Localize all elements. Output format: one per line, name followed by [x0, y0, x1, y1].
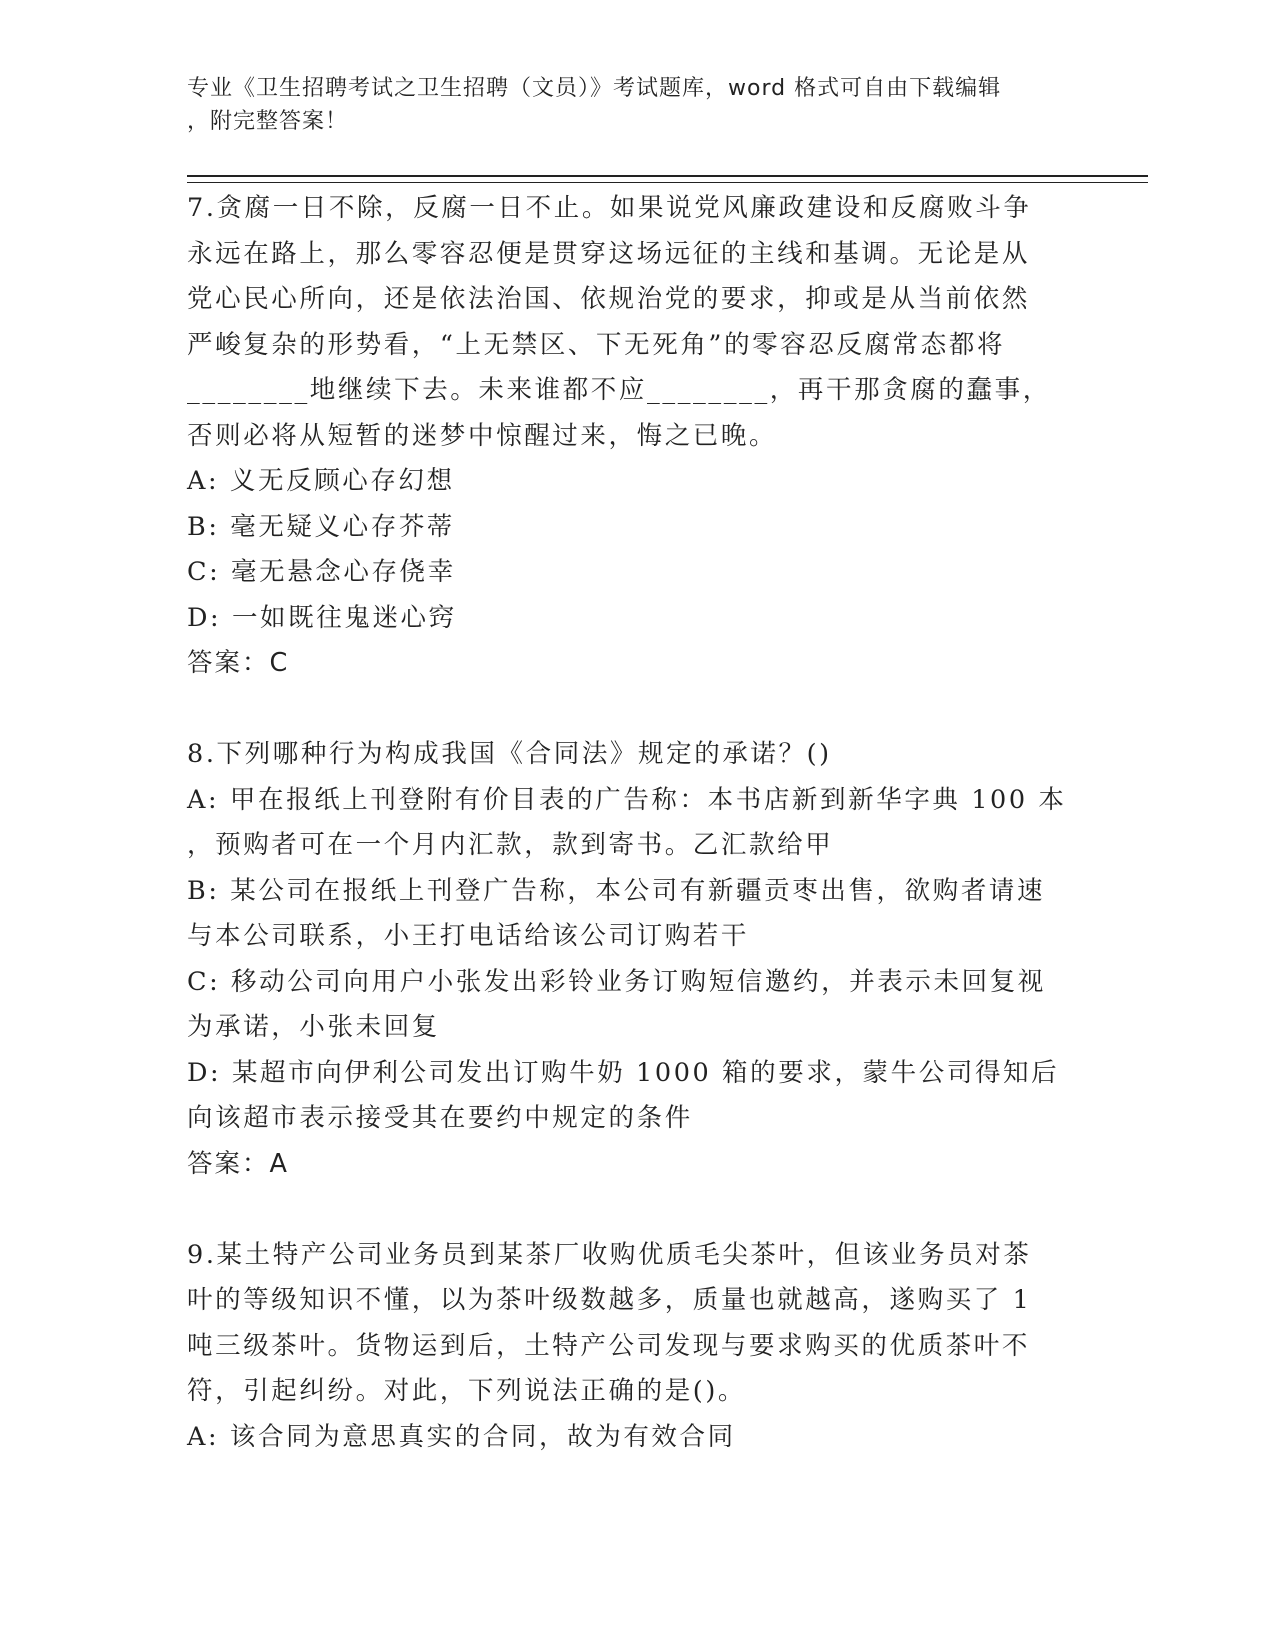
- question-text-line: 永远在路上，那么零容忍便是贯穿这场远征的主线和基调。无论是从: [187, 238, 1031, 269]
- option-b: B: 某公司在报纸上刊登广告称，本公司有新疆贡枣出售，欲购者请速: [187, 875, 1046, 906]
- document-header: [187, 72, 1067, 138]
- option-a: A: 义无反顾心存幻想: [187, 466, 455, 496]
- question-text-line: 党心民心所向，还是依法治国、依规治党的要求，抑或是从当前依然: [187, 284, 1031, 314]
- question-text-line: 严峻复杂的形势看，“上无禁区、下无死角”的零容忍反腐常态都将: [187, 329, 1006, 360]
- question-7: [187, 186, 1087, 687]
- option-a: A: 甲在报纸上刊登附有价目表的广告称：本书店新到新华字典 100 本: [187, 784, 1067, 815]
- option-a-continued: ，预购者可在一个月内汇款，款到寄书。乙汇款给甲: [187, 830, 834, 860]
- answer-line: 答案：A: [187, 1148, 289, 1179]
- question-text-line: ________地继续下去。未来谁都不应________，再干那贪腐的蠢事，: [187, 375, 1051, 405]
- question-8: [187, 732, 1087, 1187]
- option-d: D: 某超市向伊利公司发出订购牛奶 1000 箱的要求，蒙牛公司得知后: [187, 1057, 1060, 1088]
- question-spacer: [187, 1187, 1087, 1233]
- answer-line: 答案：C: [187, 648, 290, 678]
- question-text-line: 吨三级茶叶。货物运到后，土特产公司发现与要求购买的优质茶叶不: [187, 1330, 1031, 1361]
- option-b-continued: 与本公司联系，小王打电话给该公司订购若干: [187, 921, 750, 951]
- option-c: C: 毫无悬念心存侥幸: [187, 557, 456, 587]
- option-c: C: 移动公司向用户小张发出彩铃业务订购短信邀约，并表示未回复视: [187, 966, 1046, 997]
- question-text-line: 7.贪腐一日不除，反腐一日不止。如果说党风廉政建设和反腐败斗争: [187, 193, 1032, 223]
- question-text-line: 8.下列哪种行为构成我国《合同法》规定的承诺？(): [187, 739, 832, 769]
- question-text-line: 9.某土特产公司业务员到某茶厂收购优质毛尖茶叶，但该业务员对茶: [187, 1239, 1032, 1270]
- option-c-continued: 为承诺，小张未回复: [187, 1012, 440, 1042]
- question-9: [187, 1233, 1087, 1461]
- option-b: B: 毫无疑义心存芥蒂: [187, 511, 456, 542]
- option-a: A: 该合同为意思真实的合同，故为有效合同: [187, 1421, 736, 1452]
- header-divider-thick: [187, 175, 1148, 177]
- question-text-line: 符，引起纠纷。对此，下列说法正确的是()。: [187, 1376, 746, 1406]
- header-line-1: 专业《卫生招聘考试之卫生招聘（文员）》考试题库，word 格式可自由下载编辑: [187, 76, 1002, 101]
- question-list: [187, 186, 1087, 1460]
- option-d: D: 一如既往鬼迷心窍: [187, 602, 457, 633]
- option-d-continued: 向该超市表示接受其在要约中规定的条件: [187, 1103, 693, 1133]
- question-text-line: 否则必将从短暂的迷梦中惊醒过来，悔之已晚。: [187, 420, 778, 451]
- header-divider-thin: [187, 182, 1148, 183]
- header-line-2: ，附完整答案！: [187, 109, 349, 134]
- question-spacer: [187, 687, 1087, 733]
- question-text-line: 叶的等级知识不懂，以为茶叶级数越多，质量也就越高，遂购买了 1: [187, 1285, 1032, 1315]
